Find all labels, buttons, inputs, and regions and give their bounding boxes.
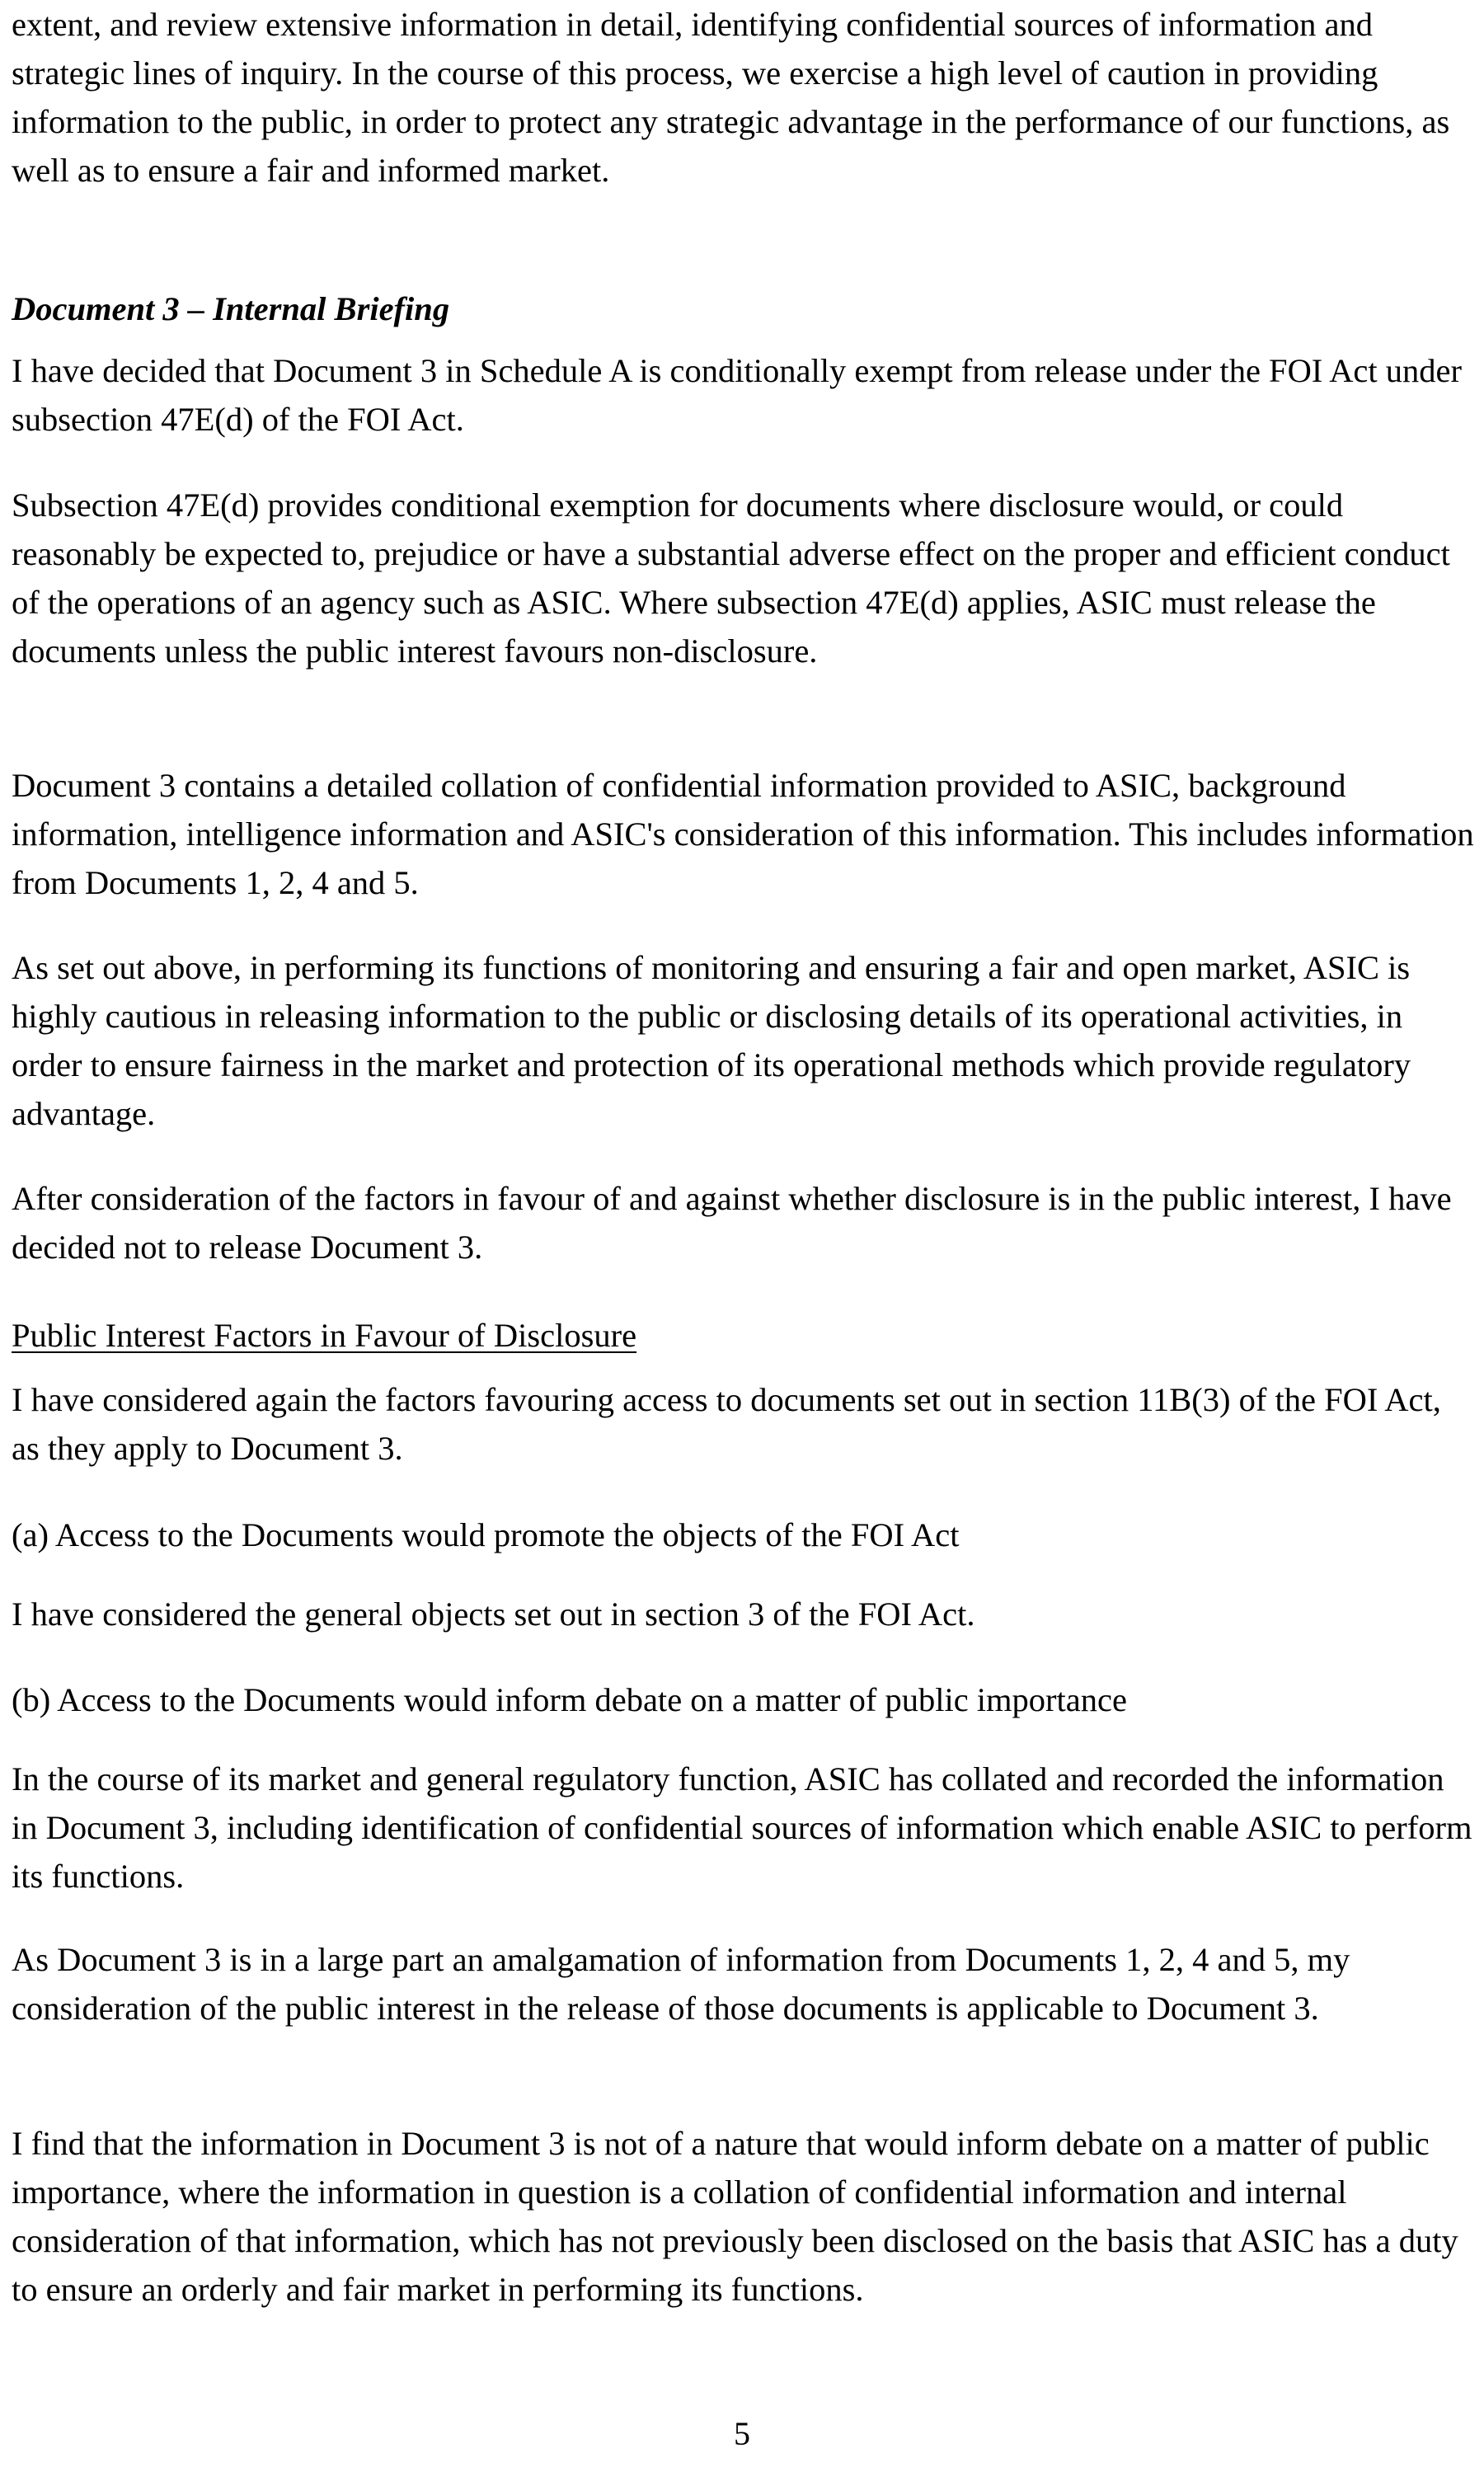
body-paragraph-5: After consideration of the factors in favour of and against whether disclosure is in the public interest, I have decided not to release Document 3. bbox=[12, 1180, 1452, 1266]
factors-intro-paragraph: I have considered again the factors favouring access to documents set out in section 11B(3) of the FOI Act, as they apply to Document 3. bbox=[12, 1381, 1441, 1467]
body-paragraph-3: Document 3 contains a detailed collation of confidential information provided to ASIC, background information, intelligence information and ASIC's consideration of this information. This includes information from Documents 1, 2, 4 and 5. bbox=[12, 767, 1474, 901]
factor-a-text: I have considered the general objects set out in section 3 of the FOI Act. bbox=[12, 1595, 975, 1633]
body-paragraph-4: As set out above, in performing its functions of monitoring and ensuring a fair and open market, ASIC is highly cautious in releasing information to the public or disclosing details of its operational activities, in order to ensure fairness in the market and protection of its operational methods which provide regulatory advantage. bbox=[12, 949, 1411, 1132]
factor-a-heading: (a) Access to the Documents would promote the objects of the FOI Act bbox=[12, 1516, 960, 1553]
document-page bbox=[12, 0, 1476, 2467]
factor-b-paragraph-1: In the course of its market and general regulatory function, ASIC has collated and recorded the information in Document 3, including identification of confidential sources of information which enable ASIC to perform its functions. bbox=[12, 1760, 1472, 1895]
factor-b-heading: (b) Access to the Documents would inform debate on a matter of public importance bbox=[12, 1681, 1127, 1718]
intro-continuation-paragraph: extent, and review extensive information in detail, identifying confidential sources of information and strategic lines of inquiry. In the course of this process, we exercise a high level of caution in providing information to the public, in order to protect any strategic advantage in the performance of our functions, as well as to ensure a fair and informed market. bbox=[12, 6, 1450, 189]
section-heading: Document 3 – Internal Briefing bbox=[12, 290, 450, 327]
subheading: Public Interest Factors in Favour of Disclosure bbox=[12, 1317, 637, 1354]
page-number: 5 bbox=[734, 2415, 750, 2452]
body-paragraph-2: Subsection 47E(d) provides conditional exemption for documents where disclosure would, or could reasonably be expected to, prejudice or have a substantial adverse effect on the proper and efficient conduct of the operations of an agency such as ASIC. Where subsection 47E(d) applies, ASIC must release the documents unless the public interest favours non-disclosure. bbox=[12, 486, 1450, 670]
body-paragraph-1: I have decided that Document 3 in Schedule A is conditionally exempt from release under the FOI Act under subsection 47E(d) of the FOI Act. bbox=[12, 352, 1463, 438]
factor-b-paragraph-2: As Document 3 is in a large part an amalgamation of information from Documents 1, 2, 4 and 5, my consideration of the public interest in the release of those documents is applicable to Document 3. bbox=[12, 1941, 1350, 2027]
factor-b-paragraph-3: I find that the information in Document 3 is not of a nature that would inform debate on a matter of public importance, where the information in question is a collation of confidential information and internal consideration of that information, which has not previously been disclosed on the basis that ASIC has a duty to ensure an orderly and fair market in performing its functions. bbox=[12, 2125, 1458, 2308]
